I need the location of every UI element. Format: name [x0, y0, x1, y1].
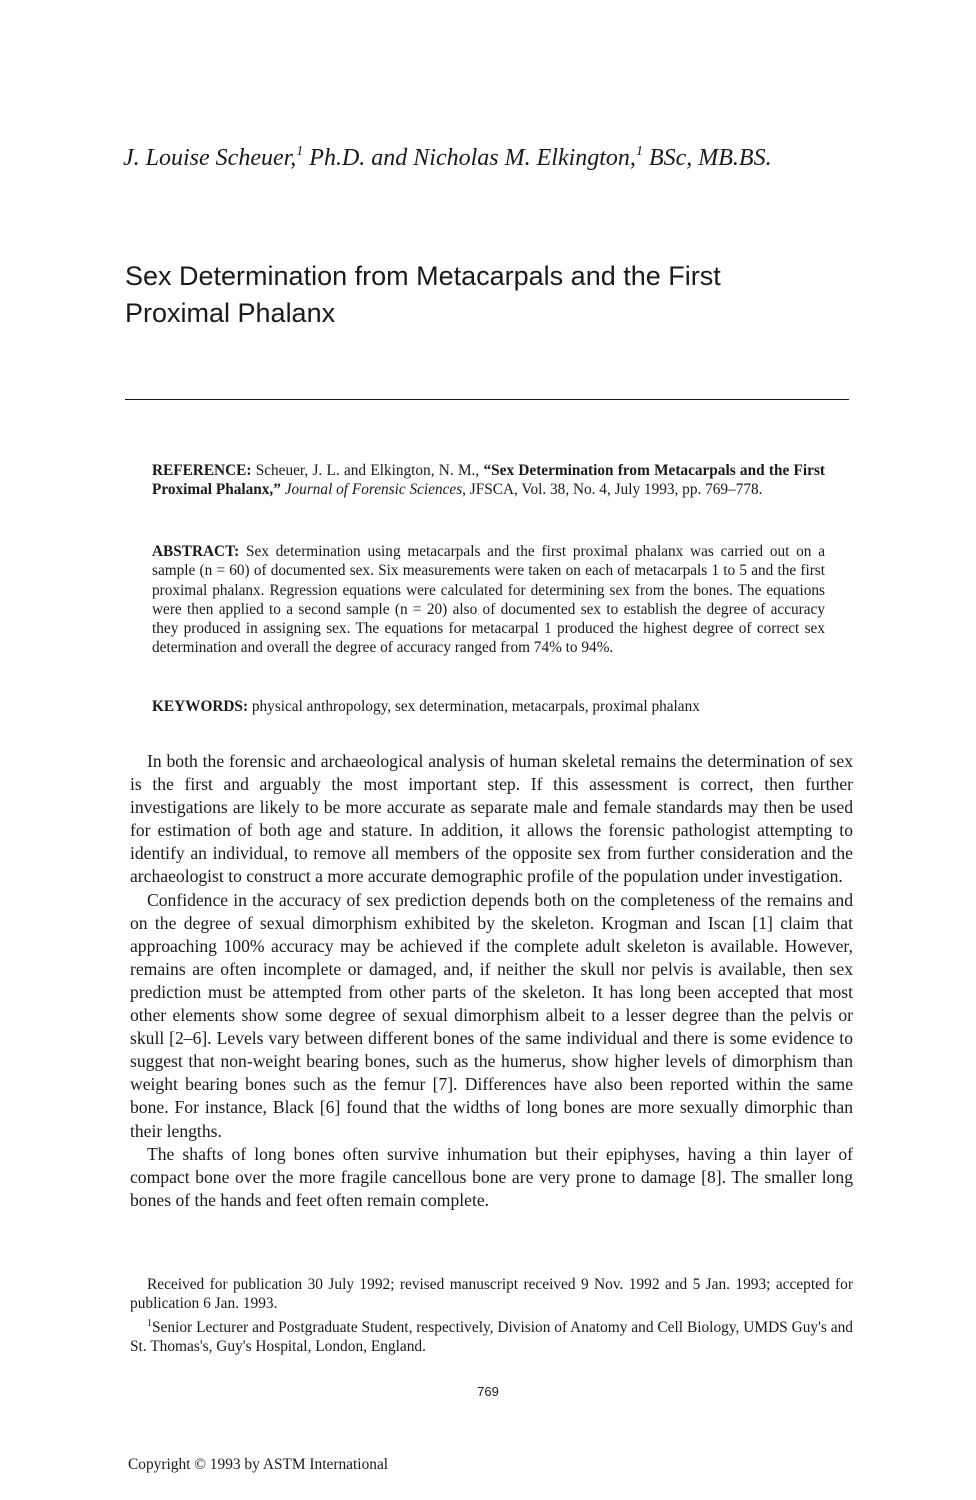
affiliation-note-marker: 1: [147, 1317, 152, 1329]
abstract-text: Sex determination using metacarpals and the first proximal phalanx was carried out on a sample (n = 60) of documented sex. Six measurements were taken on each of metacarpals 1 to 5 and the first proximal phalanx. Regression equations were calculated for determining sex from the bones. The equations were then applied to a second sample (n = 20) also of documented sex to establish the degree of accuracy they produced in assigning sex. The equations for metacarpal 1 produced the highest degree of correct sex determination and overall the degree of accuracy ranged from 74% to 94%.: [152, 543, 825, 657]
body-text: [130, 750, 853, 1212]
affiliation-text: Senior Lecturer and Postgraduate Student, respectively, Division of Anatomy and Cell Biology, UMDS Guy's and St. Thomas's, Guy's Hospital, London, England.: [130, 1318, 853, 1356]
reference-journal: Journal of Forensic Sciences: [280, 481, 463, 499]
body-paragraph-1: In both the forensic and archaeological analysis of human skeletal remains the determination of sex is the first and arguably the most important step. If this assessment is correct, then further investigations are likely to be more accurate as separate male and female standards may then be used for estimation of both age and stature. In addition, it allows the forensic pathologist attempting to identify an individual, to remove all members of the opposite sex from further consideration and the archaeologist to construct a more accurate demographic profile of the population under investigation.: [130, 751, 853, 887]
keywords-text: physical anthropology, sex determination, metacarpals, proximal phalanx: [248, 698, 700, 715]
reference-title: “Sex Determination from Metacarpals and the First Proximal Phalanx,”: [152, 462, 825, 499]
body-paragraph-3: The shafts of long bones often survive inhumation but their epiphyses, having a thin layer of compact bone over the more fragile cancellous bone are very prone to damage [8]. The smaller long bones of the hands and feet often remain complete.: [130, 1143, 853, 1210]
abstract-block: [152, 542, 825, 658]
affiliation-note: [130, 1314, 853, 1357]
author-2: Ph.D. and Nicholas M. Elkington,: [303, 145, 636, 171]
page-number: 769: [477, 1384, 499, 1399]
author-2-degree: BSc, MB.BS.: [642, 145, 772, 171]
affiliation-marker-2: 1: [635, 144, 643, 159]
copyright-notice: Copyright © 1993 by ASTM International: [128, 1456, 389, 1473]
body-paragraph-2: Confidence in the accuracy of sex prediction depends both on the completeness of the remains and on the degree of sexual dimorphism exhibited by the skeleton. Krogman and Iscan [1] claim that approaching 100% accuracy may be achieved if the complete adult skeleton is available. However, remains are often incomplete or damaged, and, if neither the skull nor pelvis is available, then sex prediction must be attempted from other parts of the skeleton. It has long been accepted that most other elements show some degree of sexual dimorphism albeit to a lesser degree than the pelvis or skull [2–6]. Levels vary between different bones of the same individual and there is some evidence to suggest that non-weight bearing bones, such as the humerus, show higher levels of dimorphism than weight bearing bones such as the femur [7]. Differences have also been reported within the same bone. For instance, Black [6] found that the widths of long bones are more sexually dimorphic than their lengths.: [130, 889, 853, 1141]
reference-block: [152, 461, 825, 500]
reference-citation: , JFSCA, Vol. 38, No. 4, July 1993, pp. 769–778.: [462, 481, 763, 499]
keywords-block: [152, 697, 825, 716]
keywords-label: KEYWORDS:: [152, 698, 249, 715]
reference-authors: Scheuer, J. L. and Elkington, N. M.,: [251, 462, 484, 479]
author-line: [123, 142, 853, 174]
affiliation-marker-1: 1: [296, 144, 304, 159]
title-divider: [125, 399, 849, 400]
author-1: J. Louise Scheuer,: [123, 145, 297, 171]
abstract-label: ABSTRACT:: [152, 543, 240, 560]
paper-title: Sex Determination from Metacarpals and the First Proximal Phalanx: [125, 261, 721, 328]
reference-label: REFERENCE:: [152, 462, 252, 479]
footnotes: [130, 1275, 853, 1356]
received-note: Received for publication 30 July 1992; revised manuscript received 9 Nov. 1992 and 5 Jan. 1993; accepted for publication 6 Jan. 1993.: [130, 1276, 853, 1313]
